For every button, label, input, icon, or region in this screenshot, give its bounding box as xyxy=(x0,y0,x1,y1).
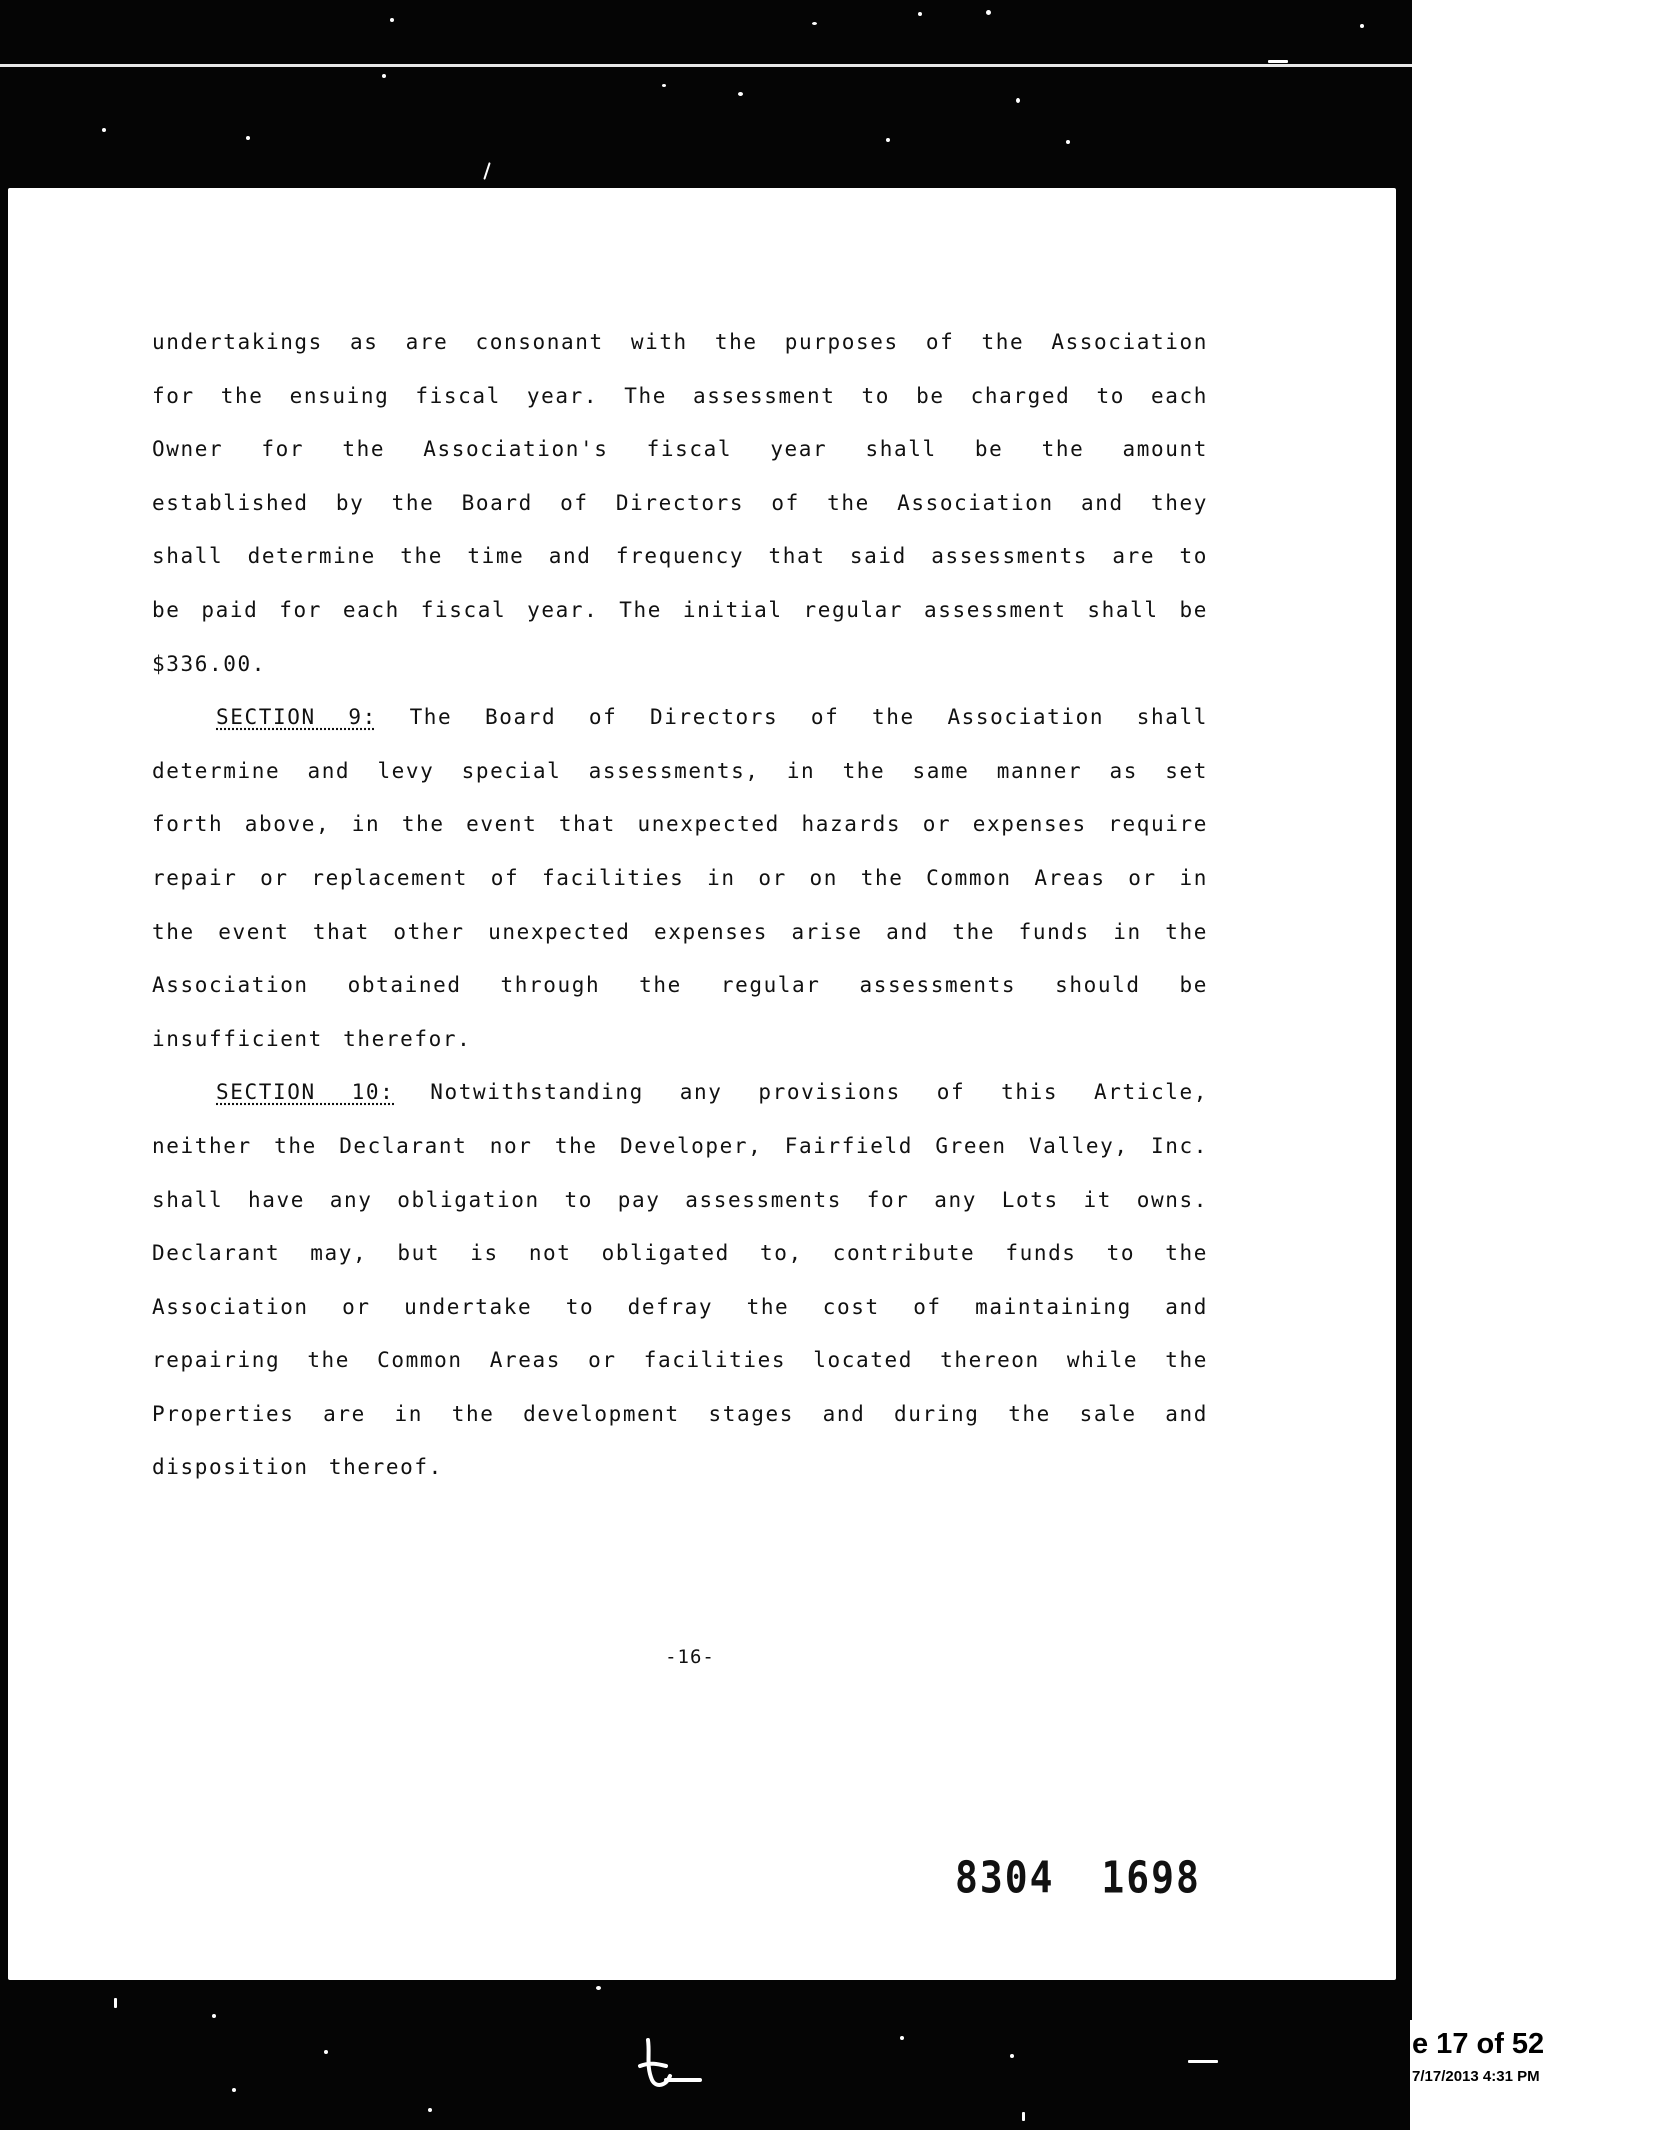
scan-speck xyxy=(382,74,386,78)
scan-speck xyxy=(1066,140,1070,144)
section-label: SECTION 10: xyxy=(216,1080,395,1105)
recording-book-page-number: 8304 1698 xyxy=(955,1852,1201,1903)
scan-speck xyxy=(918,12,922,16)
paragraph-text: The Board of Directors of the Association shall determine and levy special assessments, in the same manner as set forth above, in the event that unexpected hazards or expenses require repair or replacement of facilities in or on the Common Areas or in the event that other unexpected expenses arise and the funds in the Association obtained through the regular assessments should be insufficient therefor. xyxy=(152,705,1209,1051)
scan-rule-line xyxy=(0,64,1412,67)
paragraph-text: undertakings as are consonant with the purposes of the Association for the ensuing fiscal year. The assessment to be charged to each Owner for the Association's fiscal year shall be the amount established by the Board of Directors of the Association and they shall determine the time and frequency that said assessments are to be paid for each fiscal year. The initial regular assessment shall be $336.00. xyxy=(152,330,1208,676)
scan-speck xyxy=(1022,2112,1025,2121)
paragraph-text: Notwithstanding any provisions of this Article, neither the Declarant nor the Developer, Fairfield Green Valley, Inc. shall have any obligation to pay assessments for any Lots it owns. Declarant may, but is not obligated to, contribute funds to the Association or undertake to defray the cost of maintaining and repairing the Common Areas or facilities located thereon while the Properties are in the development stages and during the sale and disposition thereof. xyxy=(152,1080,1208,1480)
scan-speck xyxy=(1268,60,1288,63)
scan-speck xyxy=(428,2108,432,2112)
scan-speck xyxy=(1360,24,1364,28)
document-body xyxy=(152,316,1208,1495)
scan-speck xyxy=(212,2014,216,2018)
scan-speck xyxy=(483,162,490,180)
scan-speck xyxy=(1010,2054,1014,2058)
page-number: -16- xyxy=(665,1646,715,1668)
scan-speck xyxy=(390,18,394,22)
paragraph xyxy=(152,316,1208,691)
paragraph xyxy=(152,1066,1208,1495)
scan-speck xyxy=(596,1986,601,1990)
print-timestamp: 7/17/2013 4:31 PM xyxy=(1412,2068,1540,2085)
scan-speck xyxy=(738,92,743,96)
viewer-footer-stamp xyxy=(1410,2020,1664,2144)
scan-speck xyxy=(812,22,817,25)
scan-speck xyxy=(1188,2060,1218,2063)
page-counter: e 17 of 52 xyxy=(1412,2028,1545,2060)
scribble-mark-icon xyxy=(636,2036,706,2096)
scan-speck xyxy=(900,2036,904,2040)
scan-speck xyxy=(1016,98,1020,103)
scan-speck xyxy=(662,84,666,87)
scan-speck xyxy=(102,128,106,132)
scan-speck xyxy=(324,2050,328,2054)
scan-speck xyxy=(886,138,890,142)
scan-speck xyxy=(232,2088,236,2092)
section-label: SECTION 9: xyxy=(216,705,377,730)
scan-speck xyxy=(114,1998,117,2008)
scan-speck xyxy=(246,136,250,140)
paragraph xyxy=(152,691,1208,1066)
scan-speck xyxy=(986,10,991,15)
